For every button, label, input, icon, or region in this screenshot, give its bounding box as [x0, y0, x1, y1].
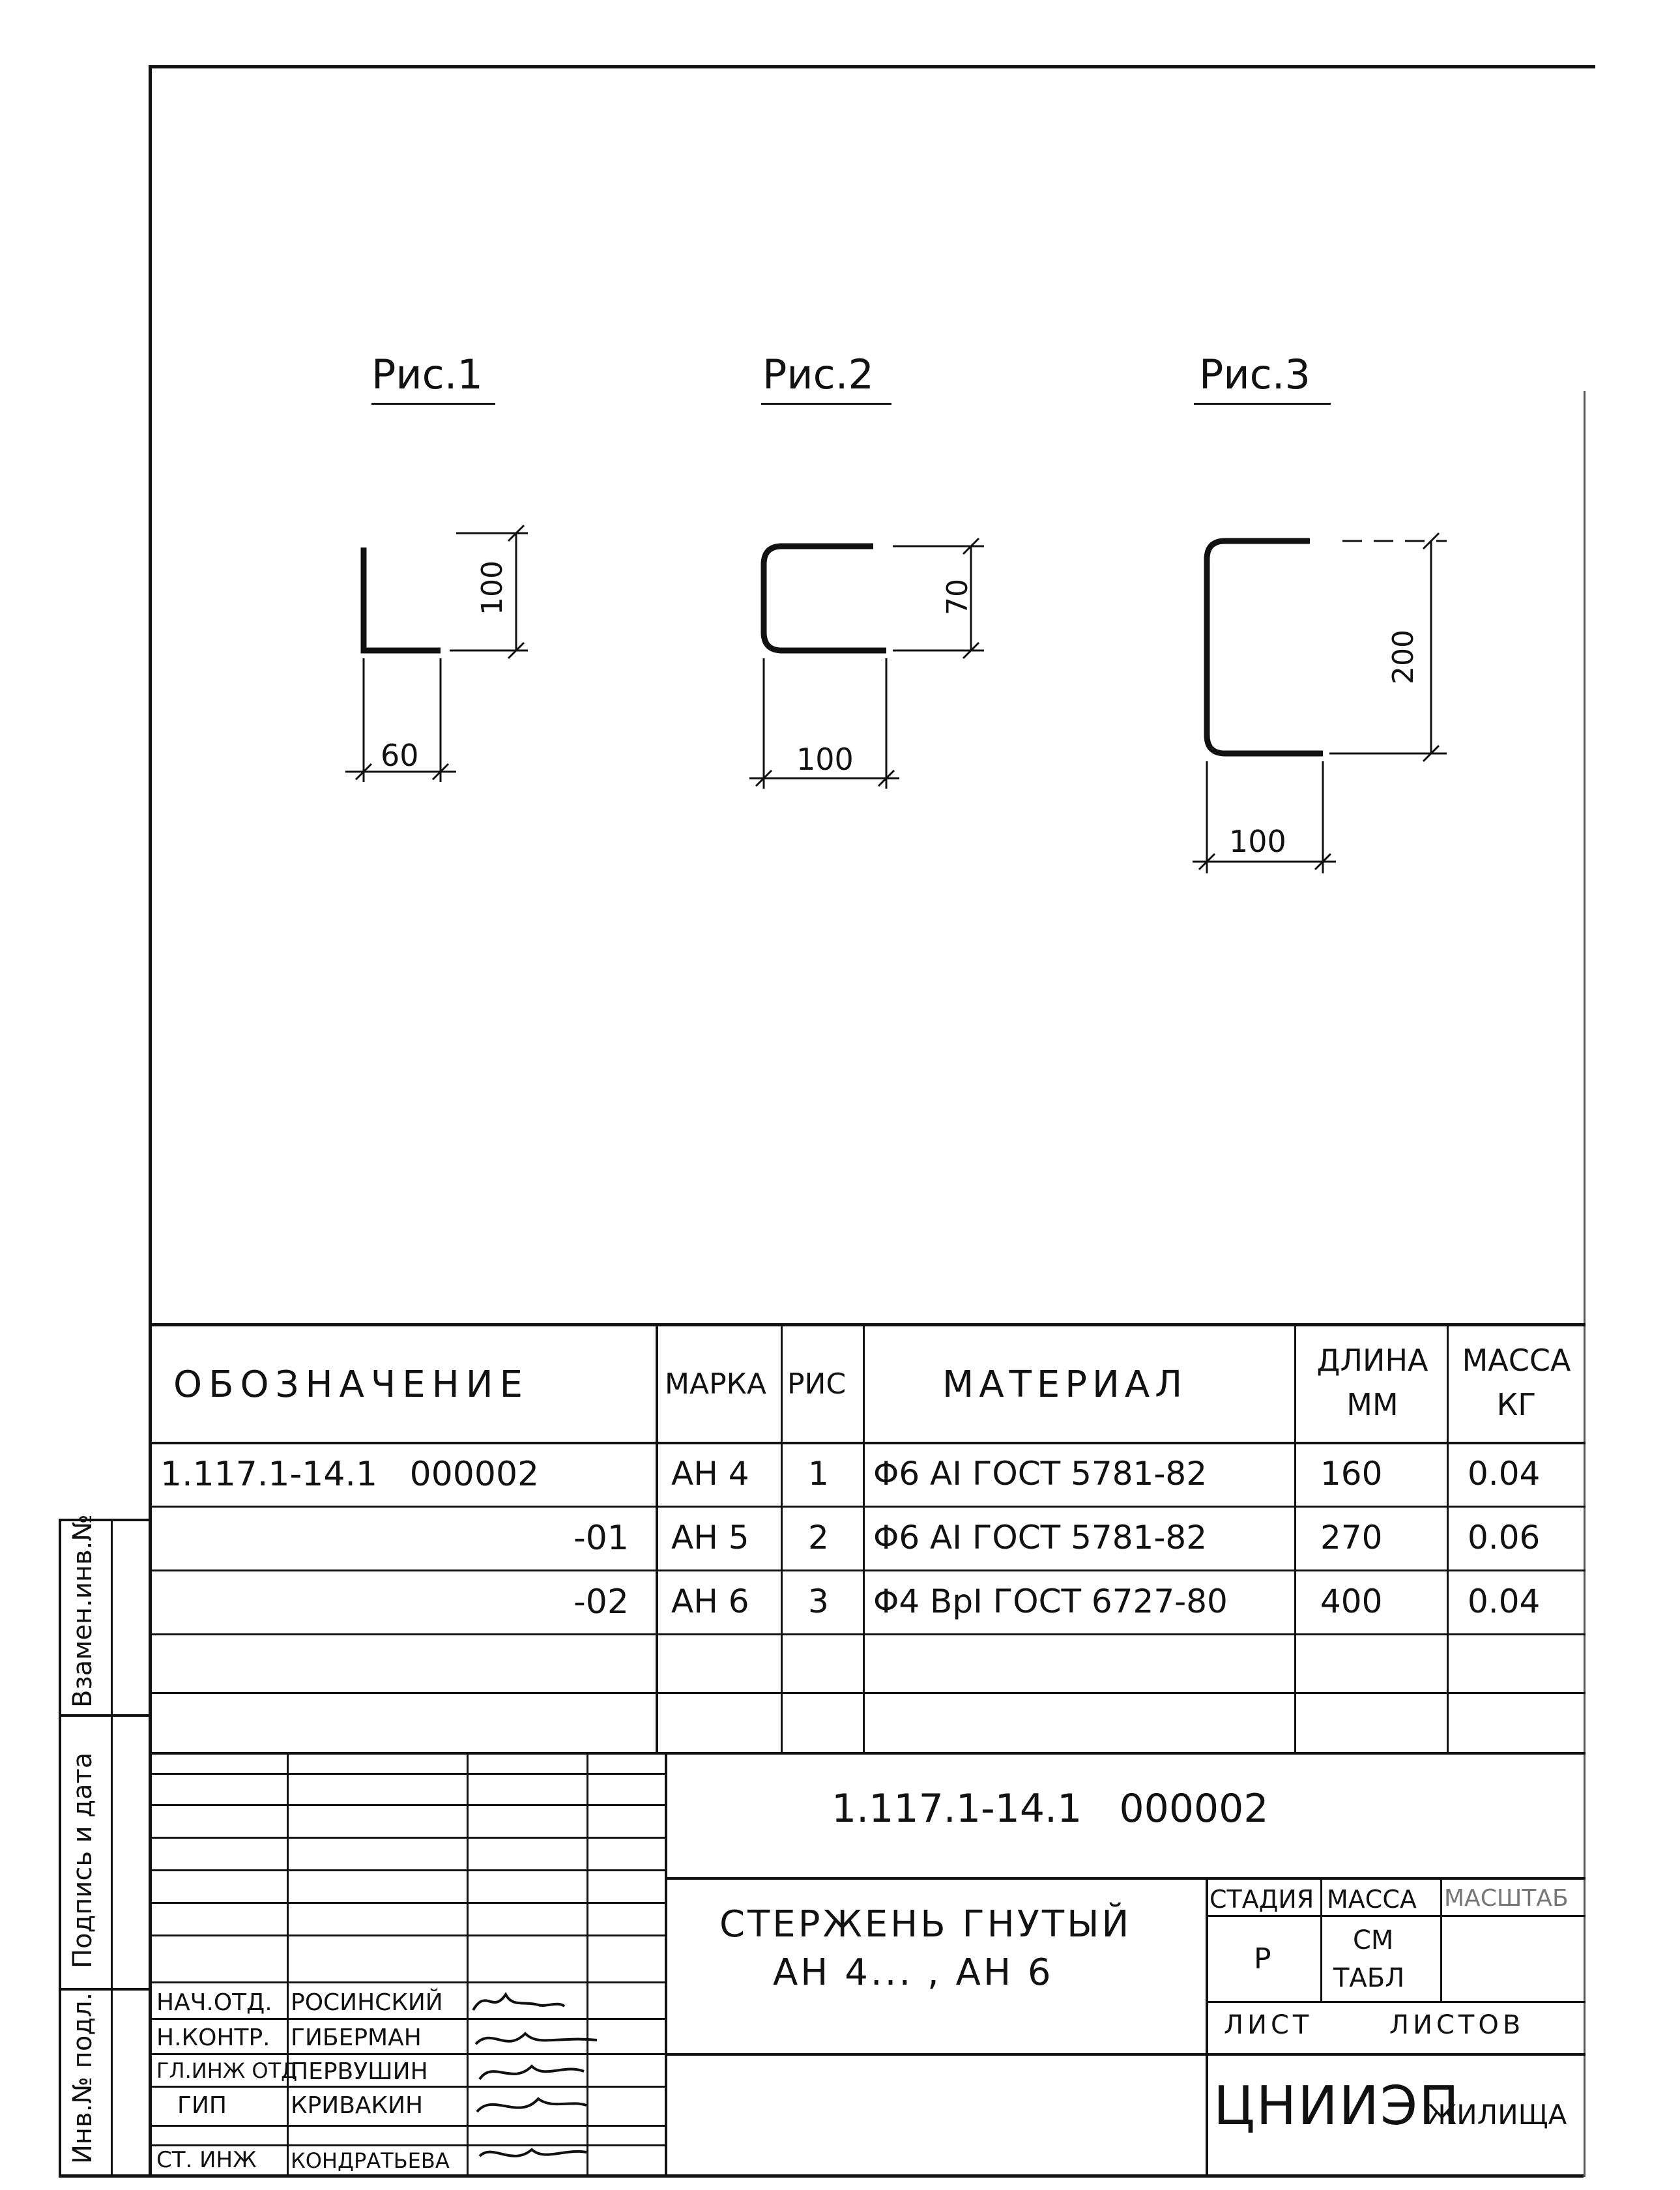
signatures [467, 1981, 610, 2177]
signer-grid-row [152, 1869, 667, 1871]
signer-role: СТ. ИНЖ [156, 2147, 257, 2173]
table-row-1-mark: АН 4 [671, 1455, 749, 1493]
side-stamp-div1 [59, 1714, 152, 1717]
spec-col-material [863, 1323, 865, 1753]
figure-2-dim-vertical: 70 [941, 579, 974, 615]
stage-header-bottom [1206, 1915, 1586, 1917]
table-row-1-material: Φ6 AI ГОСТ 5781-82 [873, 1455, 1208, 1493]
side-inv-orig: Инв.№ подл. [68, 1992, 98, 2164]
spec-header-mass: МАССА [1462, 1343, 1571, 1378]
spec-header-mark: МАРКА [665, 1367, 766, 1401]
figure-3-dim-vertical: 200 [1387, 630, 1420, 684]
table-row-2-designation: -01 [573, 1519, 629, 1558]
figure-3-title: Рис.3 [1199, 351, 1311, 398]
signer-name: КРИВАКИН [291, 2092, 424, 2119]
spec-table-top [152, 1323, 1586, 1326]
side-stamp-div2 [59, 1988, 152, 1991]
signer-role: Н.КОНТР. [156, 2024, 270, 2051]
stage-col-left [1206, 1877, 1208, 2177]
spec-col-mark [656, 1323, 658, 1753]
signer-role: ГИП [177, 2092, 227, 2119]
figure-2-dim-horizontal: 100 [796, 742, 854, 777]
organization-name: ЦНИИЭП [1213, 2075, 1460, 2137]
mass-col-right [1440, 1877, 1442, 2001]
signer-role: НАЧ.ОТД. [156, 1989, 272, 2016]
signer-name: КОНДРАТЬЕВА [291, 2148, 450, 2173]
table-row-1-length: 160 [1320, 1455, 1383, 1493]
title-block-name-line1: СТЕРЖЕНЬ ГНУТЫЙ [719, 1903, 1132, 1946]
signer-col-date [665, 1753, 667, 2177]
scale-label: МАСШТАБ [1444, 1885, 1569, 1912]
table-row-2-mass: 0.06 [1468, 1519, 1541, 1556]
figure-2-title: Рис.2 [762, 351, 874, 398]
spec-row-2-bottom [152, 1570, 1586, 1571]
figure-1-dim-vertical: 100 [476, 561, 509, 615]
organization-suffix: ЖИЛИЩА [1427, 2099, 1567, 2131]
stage-label: СТАДИЯ [1209, 1885, 1314, 1914]
sheets-label: ЛИСТОВ [1389, 2010, 1525, 2040]
mass-value-line1: СМ [1353, 1925, 1394, 1955]
table-row-2-material: Φ6 AI ГОСТ 5781-82 [873, 1519, 1208, 1556]
table-row-1-designation: 1.117.1-14.1 000002 [160, 1455, 540, 1494]
spec-header-length: ДЛИНА [1316, 1343, 1428, 1378]
table-row-2-length: 270 [1320, 1519, 1383, 1556]
stage-value: Р [1254, 1942, 1271, 1976]
spec-header-length-unit: ММ [1346, 1387, 1398, 1422]
stage-col-mid [1320, 1877, 1322, 2001]
signer-name: РОСИНСКИЙ [291, 1989, 443, 2016]
spec-header-bottom [152, 1442, 1586, 1444]
table-row-2-mark: АН 5 [671, 1519, 749, 1556]
side-stamp-mid [111, 1519, 113, 2177]
spec-header-designation: ОБОЗНАЧЕНИЕ [173, 1364, 530, 1406]
table-row-2-fig: 2 [808, 1519, 829, 1556]
spec-col-fig [781, 1323, 783, 1753]
spec-row-4-bottom [152, 1692, 1586, 1694]
signer-grid-row [152, 1902, 667, 1904]
figure-1-bar [364, 548, 441, 650]
table-row-3-material: Φ4 ВрI ГОСТ 6727-80 [873, 1583, 1228, 1620]
signer-grid-row [152, 1804, 667, 1806]
figure-3-dim-horizontal: 100 [1229, 824, 1286, 859]
signer-grid-row [152, 1837, 667, 1839]
side-replace-inv: Взамен.инв.№ [68, 1514, 98, 1708]
spec-header-material: МАТЕРИАЛ [942, 1364, 1188, 1406]
spec-col-length [1294, 1323, 1296, 1753]
title-block-name-line2: АН 4... , АН 6 [773, 1951, 1054, 1994]
title-block-code: 1.117.1-14.1 000002 [832, 1786, 1269, 1832]
table-row-1-fig: 1 [808, 1455, 829, 1493]
spec-header-mass-unit: КГ [1496, 1387, 1537, 1422]
table-row-3-mark: АН 6 [671, 1583, 749, 1620]
table-row-1-mass: 0.04 [1468, 1455, 1541, 1493]
mass-label: МАССА [1327, 1885, 1417, 1914]
spec-header-fig: РИС [787, 1367, 847, 1401]
signer-name: ПЕРВУШИН [291, 2058, 428, 2085]
stage-values-bottom [1206, 2001, 1586, 2003]
signer-grid-row [152, 1773, 667, 1775]
table-row-3-length: 400 [1320, 1583, 1383, 1620]
code-row-bottom [665, 1877, 1586, 1880]
sheet-label: ЛИСТ [1224, 2010, 1313, 2040]
figure-3-bar [1207, 541, 1323, 753]
side-stamp-left [59, 1519, 61, 2177]
figure-2-bar [764, 546, 886, 650]
signer-name: ГИБЕРМАН [291, 2024, 422, 2051]
spec-row-3-bottom [152, 1633, 1586, 1635]
figure-1-title: Рис.1 [371, 351, 483, 398]
table-row-3-mass: 0.04 [1468, 1583, 1541, 1620]
spec-table-bottom [152, 1752, 1586, 1755]
table-row-3-fig: 3 [808, 1583, 829, 1620]
side-sign-date: Подпись и дата [68, 1752, 98, 1968]
spec-row-1-bottom [152, 1506, 1586, 1508]
table-row-3-designation: -02 [573, 1583, 629, 1622]
sheet-row-bottom [1206, 2053, 1586, 2055]
figure-1-dim-horizontal: 60 [381, 738, 419, 773]
signer-grid-row [152, 1934, 667, 1936]
signer-col-role [287, 1753, 289, 2177]
mass-value-line2: ТАБЛ [1333, 1963, 1405, 1993]
signer-role: ГЛ.ИНЖ ОТД [156, 2058, 298, 2083]
